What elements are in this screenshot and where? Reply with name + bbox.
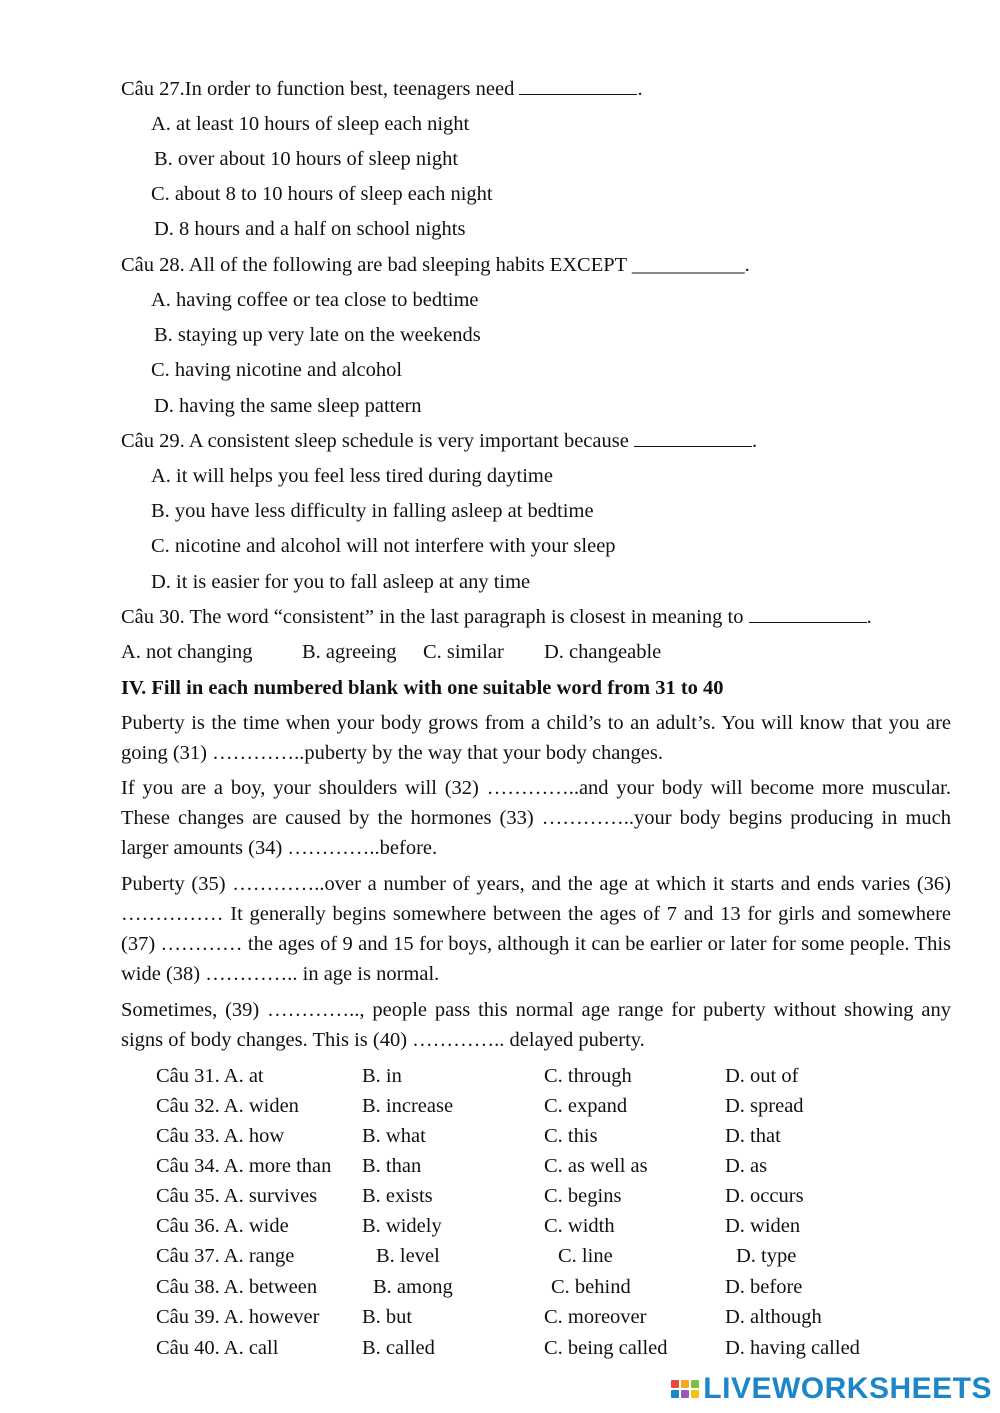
q27-option-c[interactable]: C. about 8 to 10 hours of sleep each night [151, 183, 493, 205]
option-c[interactable]: C. width [544, 1215, 615, 1237]
q27-option-d[interactable]: D. 8 hours and a half on school nights [154, 218, 466, 240]
q29-option-b[interactable]: B. you have less difficulty in falling asleep at bedtime [151, 500, 594, 522]
option-a[interactable]: Câu 39. A. however [156, 1306, 320, 1328]
option-a[interactable]: Câu 31. A. at [156, 1065, 264, 1087]
answer-row [0, 1241, 1000, 1271]
q30-options [0, 640, 1000, 664]
answer-row [0, 1211, 1000, 1241]
option-a[interactable]: Câu 40. A. call [156, 1337, 279, 1359]
option-c[interactable]: C. as well as [544, 1155, 648, 1177]
q30-option-a[interactable]: A. not changing [121, 641, 253, 663]
answer-row [0, 1151, 1000, 1181]
option-d[interactable]: D. although [725, 1306, 822, 1328]
q28-stem: Câu 28. All of the following are bad sleeping habits EXCEPT ___________. [121, 254, 750, 276]
option-d[interactable]: D. that [725, 1125, 781, 1147]
option-a[interactable]: Câu 36. A. wide [156, 1215, 289, 1237]
option-d[interactable]: D. as [725, 1155, 768, 1177]
q27-option-a[interactable]: A. at least 10 hours of sleep each night [151, 113, 470, 135]
option-b[interactable]: B. among [373, 1276, 453, 1298]
answer-row [0, 1272, 1000, 1302]
answer-blank[interactable] [634, 430, 752, 447]
option-d[interactable]: D. before [725, 1276, 803, 1298]
logo-square [671, 1380, 679, 1388]
passage-paragraph-2: If you are a boy, your shoulders will (32) …………..and your body will become more muscular. These changes are caused by the hormones (33) …………..your body begins producing in much larger amounts (34) …………..before. [121, 777, 951, 859]
q30-stem: Câu 30. The word “consistent” in the last paragraph is closest in meaning to . [121, 606, 872, 628]
q28-option-a[interactable]: A. having coffee or tea close to bedtime [151, 289, 479, 311]
q28-option-d[interactable]: D. having the same sleep pattern [154, 395, 422, 417]
answer-row [0, 1091, 1000, 1121]
option-d[interactable]: D. out of [725, 1065, 799, 1087]
logo-text: LIVEWORKSHEETS [703, 1372, 992, 1405]
q27-stem: Câu 27.In order to function best, teenagers need . [121, 78, 643, 100]
option-a[interactable]: Câu 35. A. survives [156, 1185, 318, 1207]
logo-square [671, 1390, 679, 1398]
option-b[interactable]: B. than [362, 1155, 422, 1177]
answer-row [0, 1121, 1000, 1151]
option-c[interactable]: C. this [544, 1125, 598, 1147]
liveworksheets-logo[interactable] [671, 1371, 992, 1407]
q28-option-b[interactable]: B. staying up very late on the weekends [154, 324, 481, 346]
logo-square [681, 1380, 689, 1388]
q29-option-d[interactable]: D. it is easier for you to fall asleep at any time [151, 571, 531, 593]
option-a[interactable]: Câu 32. A. widen [156, 1095, 299, 1117]
answer-row [0, 1181, 1000, 1211]
passage-paragraph-4: Sometimes, (39) ………….., people pass this normal age range for puberty without showing any signs of body changes. This is (40) ………….. delayed puberty. [121, 999, 951, 1051]
option-b[interactable]: B. widely [362, 1215, 442, 1237]
option-c[interactable]: C. behind [551, 1276, 631, 1298]
option-d[interactable]: D. type [736, 1245, 797, 1267]
q27-option-b[interactable]: B. over about 10 hours of sleep night [154, 148, 459, 170]
passage-paragraph-1: Puberty is the time when your body grows from a child’s to an adult’s. You will know that you are going (31) …………..puberty by the way that your body changes. [121, 712, 951, 764]
answer-row [0, 1333, 1000, 1363]
section-heading: IV. Fill in each numbered blank with one suitable word from 31 to 40 [121, 677, 724, 699]
option-a[interactable]: Câu 38. A. between [156, 1276, 318, 1298]
option-d[interactable]: D. occurs [725, 1185, 804, 1207]
option-c[interactable]: C. begins [544, 1185, 622, 1207]
answer-blank[interactable] [749, 606, 867, 623]
option-d[interactable]: D. having called [725, 1337, 860, 1359]
logo-square [691, 1390, 699, 1398]
option-c[interactable]: C. moreover [544, 1306, 647, 1328]
q29-option-a[interactable]: A. it will helps you feel less tired during daytime [151, 465, 553, 487]
q30-option-b[interactable]: B. agreeing [302, 641, 397, 663]
q30-option-c[interactable]: C. similar [423, 641, 504, 663]
q30-option-d[interactable]: D. changeable [544, 641, 662, 663]
option-d[interactable]: D. widen [725, 1215, 801, 1237]
logo-square [691, 1380, 699, 1388]
option-b[interactable]: B. increase [362, 1095, 454, 1117]
option-b[interactable]: B. called [362, 1337, 435, 1359]
q29-stem: Câu 29. A consistent sleep schedule is very important because . [121, 430, 758, 452]
answer-row [0, 1302, 1000, 1332]
option-c[interactable]: C. expand [544, 1095, 628, 1117]
option-b[interactable]: B. but [362, 1306, 413, 1328]
answer-row [0, 1061, 1000, 1091]
option-b[interactable]: B. what [362, 1125, 426, 1147]
liveworksheets-logo-icon [671, 1380, 699, 1398]
option-b[interactable]: B. in [362, 1065, 402, 1087]
q29-option-c[interactable]: C. nicotine and alcohol will not interfere with your sleep [151, 535, 616, 557]
option-a[interactable]: Câu 34. A. more than [156, 1155, 332, 1177]
option-b[interactable]: B. exists [362, 1185, 433, 1207]
option-d[interactable]: D. spread [725, 1095, 804, 1117]
option-c[interactable]: C. through [544, 1065, 632, 1087]
option-c[interactable]: C. line [558, 1245, 613, 1267]
passage-paragraph-3: Puberty (35) …………..over a number of years, and the age at which it starts and ends varies (36) …………… It generally begins somewhere between the ages of 7 and 13 for girls and somewhere (37) ………… the ages of 9 and 15 for boys, although it can be earlier or later for some people. This wide (38) ………….. in age is normal. [121, 873, 951, 985]
option-c[interactable]: C. being called [544, 1337, 668, 1359]
logo-square [681, 1390, 689, 1398]
q28-option-c[interactable]: C. having nicotine and alcohol [151, 359, 403, 381]
option-a[interactable]: Câu 33. A. how [156, 1125, 285, 1147]
option-a[interactable]: Câu 37. A. range [156, 1245, 295, 1267]
answer-blank[interactable] [519, 78, 637, 95]
option-b[interactable]: B. level [376, 1245, 440, 1267]
